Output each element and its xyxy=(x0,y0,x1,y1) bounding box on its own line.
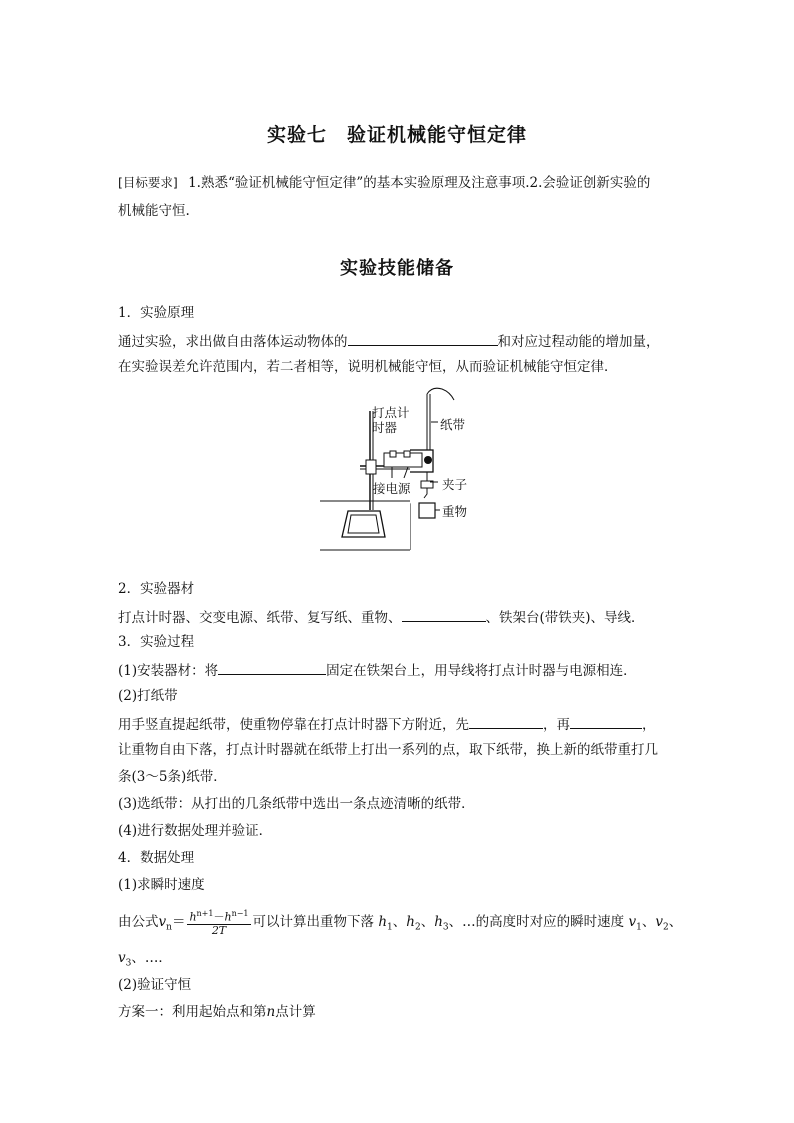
s3-p2-text-b: ，再 xyxy=(543,717,570,733)
s3-p2-text-c: ， xyxy=(642,717,656,733)
s3-p2: (2)打纸带 xyxy=(118,688,178,704)
var-v1: v xyxy=(628,914,637,930)
var-v-sub: n xyxy=(166,922,172,933)
s2-line-1 xyxy=(118,608,645,626)
label-timer-1: 打点计 xyxy=(372,405,410,420)
s4-heading: 4．数据处理 xyxy=(118,850,195,866)
s4-p3 xyxy=(118,1004,316,1020)
formula-end: 、…． xyxy=(131,950,172,966)
equals-sign: ＝ xyxy=(171,914,186,930)
formula-text-b: 可以计算出重物下落 xyxy=(252,914,375,930)
velocity-fraction xyxy=(187,908,250,937)
s3-p1 xyxy=(118,661,637,679)
s4-p3-text-a: 方案一：利用起始点和第 xyxy=(118,1004,267,1020)
label-timer-2: 时器 xyxy=(372,420,398,435)
s4-formula-line: 由公式$v_n=$ $\frac{h^{n+1}-h^{n-1}}{2T}$ 可以计算出重物下落 $h_1$、$h_2$、$h_3$、…的高度时对应的瞬时速度 $v_1$、$v_2$、 xyxy=(118,909,683,937)
var-h1: h xyxy=(378,914,388,930)
sub-2: 2 xyxy=(662,922,669,933)
goals-tag: [目标要求] xyxy=(118,175,178,190)
label-power: 接电源 xyxy=(373,481,411,496)
var-v: v xyxy=(158,914,167,930)
var-v3: v xyxy=(118,950,126,966)
var-h3: h xyxy=(434,914,443,930)
formula-text-a: 由公式 xyxy=(118,914,159,930)
sup-n-minus-1: n−1 xyxy=(231,909,249,919)
s2-heading: 2．实验器材 xyxy=(118,581,195,597)
s1-text-a: 通过实验，求出做自由落体运动物体的 xyxy=(118,334,348,350)
s3-p2-line-2: 让重物自由下落，打点计时器就在纸带上打出一系列的点，取下纸带，换上新的纸带重打几 xyxy=(118,742,658,758)
s4-p3-text-b: 点计算 xyxy=(275,1004,316,1020)
var-v2: v xyxy=(655,914,663,930)
s3-p2-text-a: 用手竖直提起纸带，使重物停靠在打点计时器下方附近，先 xyxy=(118,717,469,733)
page-title: 实验七 验证机械能守恒定律 xyxy=(266,124,527,146)
s3-p2-line-1 xyxy=(118,715,656,733)
s3-p1-text-b: 固定在铁架台上，用导线将打点计时器与电源相连． xyxy=(326,663,637,679)
label-weight: 重物 xyxy=(442,504,468,519)
fill-blank[interactable] xyxy=(218,661,326,675)
sub-1: 1 xyxy=(636,922,642,933)
s3-p3: (3)选纸带：从打出的几条纸带中选出一条点迹清晰的纸带． xyxy=(118,796,475,812)
label-clip: 夹子 xyxy=(442,477,468,492)
section-title: 实验技能储备 xyxy=(340,258,454,279)
s4-p2: (2)验证守恒 xyxy=(118,977,192,993)
fill-blank[interactable] xyxy=(402,608,486,622)
fraction-denominator: 2T xyxy=(211,923,227,937)
s4-p1: (1)求瞬时速度 xyxy=(118,877,205,893)
sub-3: 3 xyxy=(125,958,132,969)
label-tape: 纸带 xyxy=(440,417,466,432)
s3-p2-line-3: 条(3～5条)纸带． xyxy=(118,769,227,785)
sup-n-plus-1: n+1 xyxy=(196,909,214,919)
label-timer xyxy=(372,405,410,435)
s3-p4: (4)进行数据处理并验证． xyxy=(118,823,273,839)
s1-heading: 1．实验原理 xyxy=(118,305,195,321)
s1-text-b: 和对应过程动能的增加量， xyxy=(497,334,660,350)
fill-blank[interactable] xyxy=(348,332,498,346)
s2-text-b: 、铁架台(带铁夹)、导线． xyxy=(485,610,645,626)
fill-blank[interactable] xyxy=(570,715,642,729)
goals-text-2: 机械能守恒. xyxy=(118,203,190,219)
sub-1: 1 xyxy=(387,922,393,933)
var-h: h xyxy=(224,910,232,924)
timer-device xyxy=(382,450,428,480)
sub-3: 3 xyxy=(442,922,449,933)
var-h2: h xyxy=(406,914,415,930)
s1-line-1 xyxy=(118,332,660,350)
s3-p1-text-a: (1)安装器材：将 xyxy=(118,663,219,679)
sub-2: 2 xyxy=(414,922,421,933)
goals-line-1 xyxy=(118,175,650,191)
goals-text-1: 1.熟悉“验证机械能守恒定律”的基本实验原理及注意事项.2.会验证创新实验的 xyxy=(188,175,651,191)
formula-text-c: 、…的高度时对应的瞬时速度 xyxy=(448,914,625,930)
s4-formula-line-2 xyxy=(118,950,172,972)
s3-heading: 3．实验过程 xyxy=(118,634,195,650)
var-h: h xyxy=(189,910,197,924)
fill-blank[interactable] xyxy=(469,715,543,729)
var-n: n xyxy=(266,1004,276,1020)
fraction-numerator xyxy=(187,908,250,925)
minus-sign: － xyxy=(213,910,225,924)
s1-line-2: 在实验误差允许范围内，若二者相等，说明机械能守恒，从而验证机械能守恒定律． xyxy=(118,359,618,375)
s2-text-a: 打点计时器、交变电源、纸带、复写纸、重物、 xyxy=(118,610,402,626)
